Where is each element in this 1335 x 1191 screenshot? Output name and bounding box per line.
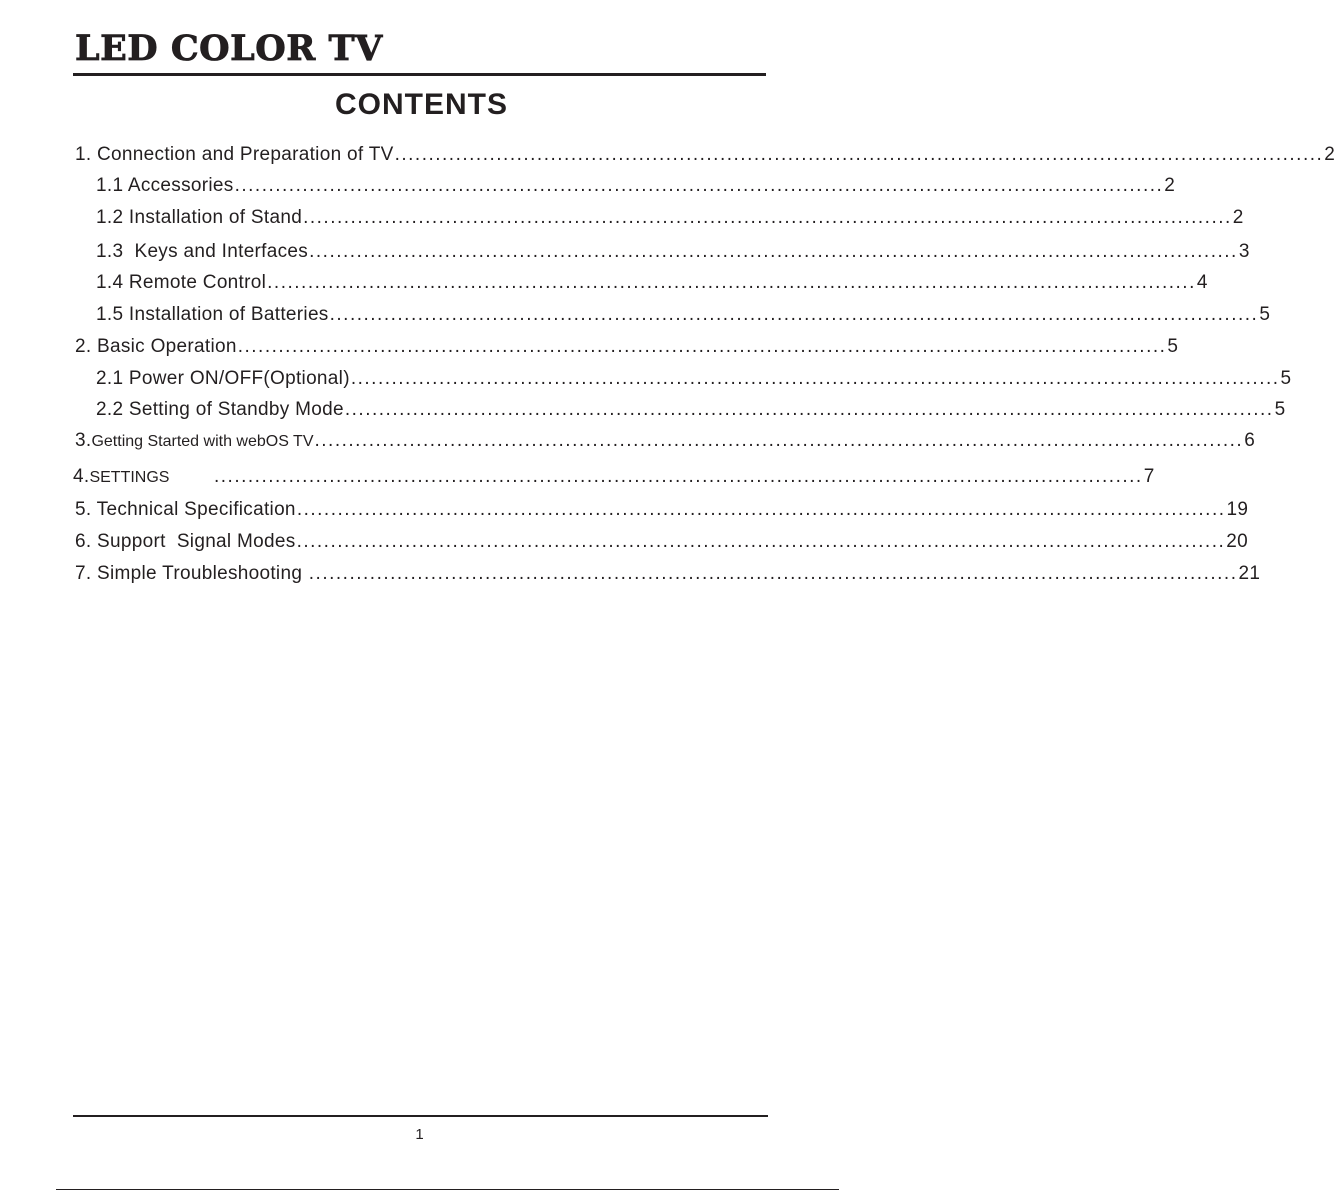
toc-entry-page: 2 xyxy=(1232,207,1244,228)
toc-leader-dots: ......................................................................................................................................... xyxy=(234,175,1164,196)
toc-leader-dots: ......................................................................................................................................... xyxy=(314,430,1244,451)
toc-leader-dots: ......................................................................................................................................... xyxy=(237,336,1167,357)
toc-entry-label: 5. Technical Specification xyxy=(75,499,296,520)
toc-entry-5[interactable] xyxy=(75,497,1249,523)
page-number: 1 xyxy=(415,1126,424,1143)
toc-entry-1-4[interactable] xyxy=(96,270,1208,296)
toc-entry-page: 21 xyxy=(1238,563,1261,584)
toc-leader-dots: ......................................................................................................................................... xyxy=(329,304,1259,325)
toc-leader-dots: ......................................................................................................................................... xyxy=(267,272,1196,293)
toc-leader-dots: ......................................................................................................................................... xyxy=(309,241,1238,262)
toc-leader-dots: ......................................................................................................................................... xyxy=(394,144,1324,165)
toc-entry-label xyxy=(75,428,313,455)
toc-entry-page: 2 xyxy=(1164,175,1176,196)
toc-entry-2-1[interactable] xyxy=(96,366,1292,392)
toc-entry-label: 2. Basic Operation xyxy=(75,336,237,357)
toc-entry-6[interactable] xyxy=(75,529,1248,555)
toc-entry-2-2[interactable] xyxy=(96,397,1286,423)
toc-entry-1-1[interactable] xyxy=(96,173,1176,199)
toc-entry-1-3[interactable] xyxy=(96,239,1250,265)
toc-entry-3[interactable] xyxy=(75,428,1256,454)
toc-entry-label: 2.2 Setting of Standby Mode xyxy=(96,399,344,420)
toc-entry-text: SETTINGS xyxy=(89,469,170,486)
toc-entry-label: 1.2 Installation of Stand xyxy=(96,207,303,228)
toc-entry-label: 6. Support Signal Modes xyxy=(75,531,296,552)
toc-entry-number: 4. xyxy=(73,466,90,487)
toc-leader-dots: ......................................................................................................................................... xyxy=(296,531,1226,552)
toc-entry-page: 4 xyxy=(1196,272,1208,293)
toc-entry-7[interactable] xyxy=(75,561,1261,587)
toc-leader-dots: ......................................................................................................................................... xyxy=(214,466,1143,487)
toc-leader-dots: ......................................................................................................................................... xyxy=(296,499,1226,520)
toc-entry-page: 5 xyxy=(1274,399,1286,420)
toc-entry-label: 7. Simple Troubleshooting xyxy=(75,563,308,584)
toc-entry-page: 6 xyxy=(1244,430,1256,451)
toc-entry-label: 1.3 Keys and Interfaces xyxy=(96,241,309,262)
toc-leader-dots: ......................................................................................................................................... xyxy=(350,368,1280,389)
toc-entry-2[interactable] xyxy=(75,334,1179,360)
toc-entry-text: Getting Started with webOS TV xyxy=(91,433,314,450)
toc-entry-label: 1.4 Remote Control xyxy=(96,272,267,293)
toc-entry-1-5[interactable] xyxy=(96,302,1271,328)
page-title: CONTENTS xyxy=(335,88,508,121)
page-edge-rule xyxy=(56,1189,839,1190)
toc-entry-1-2[interactable] xyxy=(96,205,1244,231)
toc-entry-page: 5 xyxy=(1259,304,1271,325)
toc-leader-dots: ......................................................................................................................................... xyxy=(303,207,1232,228)
toc-entry-page: 7 xyxy=(1143,466,1155,487)
toc-entry-page: 20 xyxy=(1226,531,1248,552)
toc-entry-page: 5 xyxy=(1280,368,1292,389)
toc-entry-label: 2.1 Power ON/OFF(Optional) xyxy=(96,368,350,389)
toc-entry-label: 1.1 Accessories xyxy=(96,175,234,196)
document-brand-title: LED COLOR TV xyxy=(75,28,383,69)
toc-entry-label: 1.5 Installation of Batteries xyxy=(96,304,329,325)
toc-entry-page: 5 xyxy=(1167,336,1179,357)
toc-entry-page: 3 xyxy=(1238,241,1250,262)
toc-leader-dots: ......................................................................................................................................... xyxy=(308,563,1238,584)
toc-entry-page: 2 xyxy=(1324,144,1335,165)
toc-entry-number: 3. xyxy=(75,430,92,451)
toc-entry-4[interactable] xyxy=(73,464,1155,490)
toc-entry-1[interactable] xyxy=(75,142,1335,168)
toc-entry-page: 19 xyxy=(1226,499,1249,520)
toc-entry-label: 1. Connection and Preparation of TV xyxy=(75,144,394,165)
toc-entry-label xyxy=(73,464,213,491)
toc-leader-dots: ......................................................................................................................................... xyxy=(344,399,1274,420)
header-rule xyxy=(73,73,766,76)
footer-rule xyxy=(73,1115,768,1117)
